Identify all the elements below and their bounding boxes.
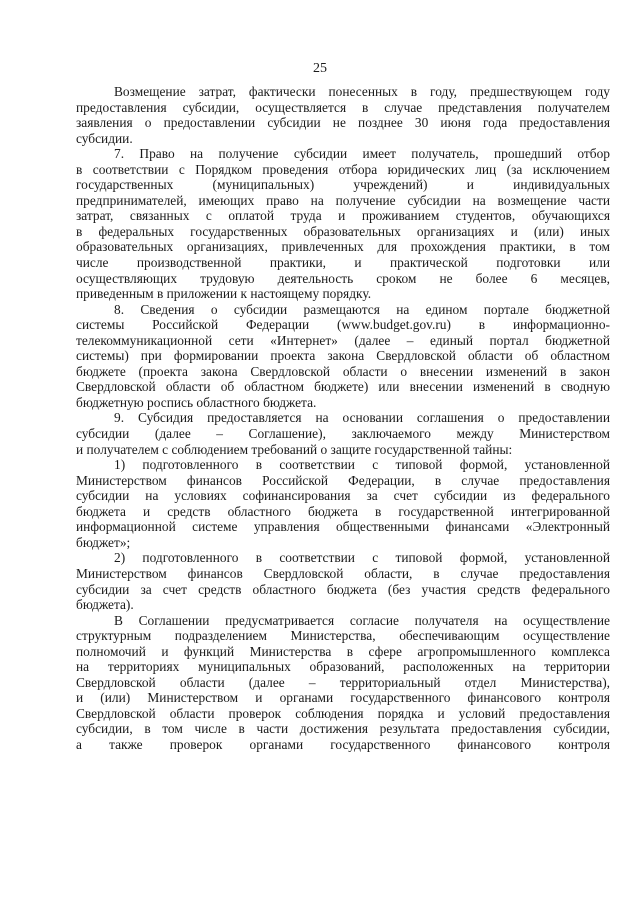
document-body <box>76 84 610 753</box>
text-line: Возмещение затрат, фактически понесенных в году, предшествующем году <box>114 84 610 99</box>
text-line: субсидии. <box>76 130 133 146</box>
text-line: затрат, связанных с оплатой труда и проживанием студентов, обучающихся <box>76 208 610 224</box>
text-line: субсидии (далее – Соглашение), заключаемого между Министерством <box>76 426 610 442</box>
text-line: 7. Право на получение субсидии имеет получатель, прошедший отбор <box>114 146 610 162</box>
text-line: субсидии, в том числе в части достижения результата предоставления субсидии, <box>76 721 610 737</box>
text-line: и получателем с соблюдением требований о защите государственной тайны: <box>76 441 513 457</box>
text-line: образовательных организациях, привлеченных для прохождения практики, в том <box>76 239 610 255</box>
text-line: 1) подготовленного в соответствии с типовой формой, установленной <box>114 457 610 473</box>
text-line: в федеральных государственных образовательных организациях и (или) иных <box>76 223 610 239</box>
text-line: бюджете (проекта закона Свердловской области о внесении изменений в закон <box>76 363 610 379</box>
text-line: В Соглашении предусматривается согласие получателя на осуществление <box>114 612 610 628</box>
text-line: 8. Сведения о субсидии размещаются на едином портале бюджетной <box>114 301 610 317</box>
text-line: предпринимателей, имеющих право на получение субсидии на возмещение части <box>76 192 610 208</box>
text-line: структурным подразделением Министерства, обеспечивающим осуществление <box>76 628 610 644</box>
text-line: Свердловской области (далее – территориальный отдел Министерства), <box>76 674 610 690</box>
text-line: системы) при формировании проекта закона Свердловской области об областном <box>76 348 610 364</box>
text-line: Свердловской области проверок соблюдения порядка и условий предоставления <box>76 705 610 721</box>
text-line: бюджета). <box>76 597 134 613</box>
text-line: Министерством финансов Свердловской области, в случае предоставления <box>76 565 610 581</box>
text-line: осуществляющих трудовую деятельность сроком не более 6 месяцев, <box>76 270 610 286</box>
text-line: числе производственной практики, и практической подготовки или <box>76 255 610 271</box>
text-line: субсидии за счет средств областного бюджета (без участия средств федерального <box>76 581 610 597</box>
text-line: Министерством финансов Российской Федерации, в случае предоставления <box>76 472 610 488</box>
text-line: и (или) Министерством и органами государственного финансового контроля <box>76 690 610 706</box>
text-line: бюджета и средств областного бюджета в государственной интегрированной <box>76 503 610 519</box>
text-line: предоставления субсидии, осуществляется в случае представления получателем <box>76 99 610 115</box>
text-line: а также проверок органами государственного финансового контроля <box>76 736 610 752</box>
text-line: бюджетную роспись областного бюджета. <box>76 394 317 410</box>
text-line: в соответствии с Порядком проведения отбора юридических лиц (за исключением <box>76 161 610 177</box>
text-line: Свердловской области об областном бюджете) или внесении изменений в сводную <box>76 379 610 395</box>
text-line: на территориях муниципальных образований, расположенных на территории <box>76 659 610 675</box>
text-line: приведенным в приложении к настоящему порядку. <box>76 286 372 302</box>
text-line: 9. Субсидия предоставляется на основании соглашения о предоставлении <box>114 410 610 426</box>
text-line: государственных (муниципальных) учреждений) и индивидуальных <box>76 177 610 193</box>
text-line: заявления о предоставлении субсидии не позднее 30 июня года предоставления <box>76 115 610 131</box>
text-line: 2) подготовленного в соответствии с типовой формой, установленной <box>114 550 610 566</box>
text-line: телекоммуникационной сети «Интернет» (далее – единый портал бюджетной <box>76 332 610 348</box>
text-line: субсидии на условиях софинансирования за счет субсидии из федерального <box>76 488 610 504</box>
text-line: бюджет»; <box>76 534 131 550</box>
page-number: 25 <box>313 61 327 76</box>
text-line: полномочий и функций Министерства в сфере агропромышленного комплекса <box>76 643 610 659</box>
text-line: информационной системе управления общественными финансами «Электронный <box>76 519 610 535</box>
text-line: системы Российской Федерации (www.budget.gov.ru) в информационно- <box>76 317 610 333</box>
